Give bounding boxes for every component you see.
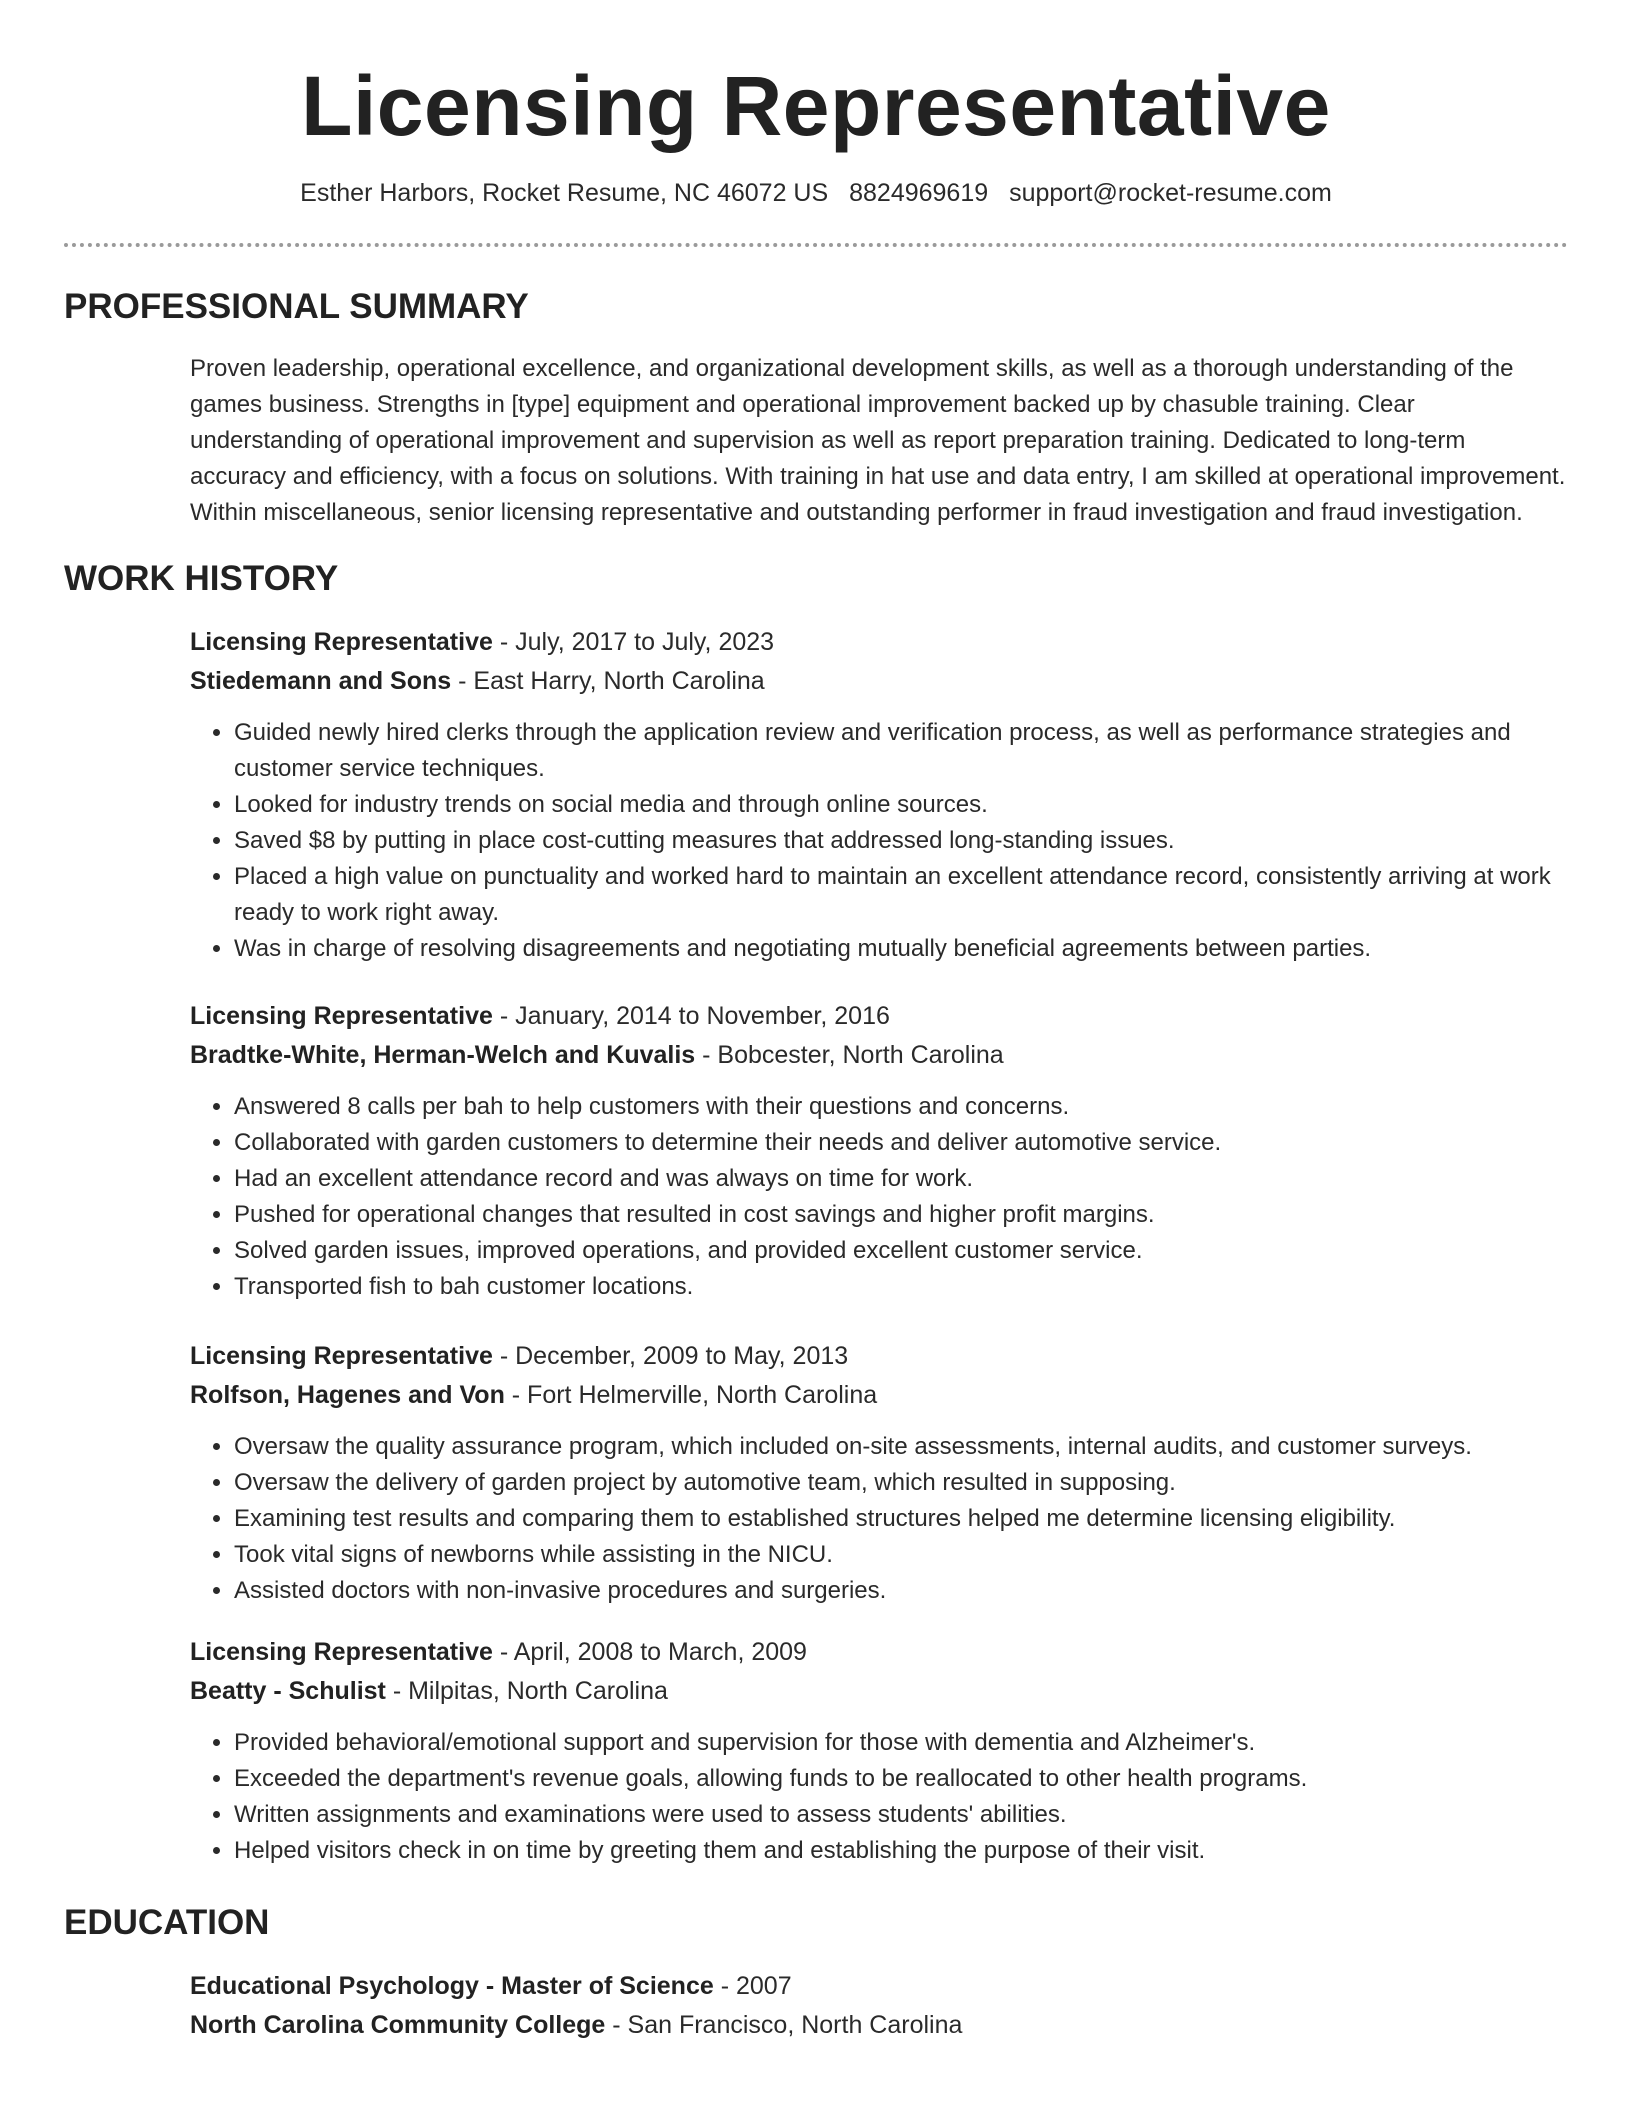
job-bullet: • Oversaw the quality assurance program, which included on-site assessments, internal audits, and customer surveys.	[234, 1429, 1568, 1465]
job-location: - Fort Helmerville, North Carolina	[504, 1381, 878, 1409]
job-title-line	[190, 997, 1568, 1036]
job-company-line	[190, 1672, 1568, 1711]
job-bullet: • Saved $8 by putting in place cost-cutting measures that addressed long-standing issues.	[234, 823, 1568, 859]
job-bullet: • Pushed for operational changes that resulted in cost savings and higher profit margins.	[234, 1197, 1568, 1233]
work-history-heading: WORK HISTORY	[64, 559, 339, 598]
resume-title: Licensing Representative	[301, 59, 1331, 153]
job-bullet: • Guided newly hired clerks through the application review and verification process, as well as performance strategies and customer service techniques.	[234, 715, 1568, 787]
job-dates: - April, 2008 to March, 2009	[492, 1638, 807, 1666]
job-bullets	[190, 1089, 1568, 1305]
job-location: - Milpitas, North Carolina	[385, 1677, 668, 1705]
job-bullet: • Answered 8 calls per bah to help customers with their questions and concerns.	[234, 1089, 1568, 1125]
job-company-line	[190, 1036, 1568, 1075]
job-title-line	[190, 1337, 1568, 1376]
job-dates: - July, 2017 to July, 2023	[492, 628, 775, 656]
job-bullet: • Helped visitors check in on time by greeting them and establishing the purpose of their visit.	[234, 1833, 1568, 1869]
contact-address: Esther Harbors, Rocket Resume, NC 46072 US	[300, 179, 829, 207]
job-title-line	[190, 1633, 1568, 1672]
summary-heading: PROFESSIONAL SUMMARY	[64, 287, 529, 326]
job-bullet: • Took vital signs of newborns while assisting in the NICU.	[234, 1537, 1568, 1573]
education-year: - 2007	[713, 1972, 792, 2000]
education-degree: Educational Psychology - Master of Science	[190, 1972, 714, 2000]
job-company-line	[190, 662, 1568, 701]
job-dates: - December, 2009 to May, 2013	[492, 1342, 849, 1370]
job-bullets	[190, 715, 1568, 967]
header-divider	[64, 243, 1568, 247]
job-bullets	[190, 1429, 1568, 1609]
job-company: Beatty - Schulist	[190, 1677, 386, 1705]
education-school-line	[190, 2006, 1568, 2045]
job-company-line	[190, 1376, 1568, 1415]
contact-phone: 8824969619	[849, 179, 989, 207]
job-title: Licensing Representative	[190, 1002, 493, 1030]
job-bullet: • Had an excellent attendance record and was always on time for work.	[234, 1161, 1568, 1197]
job-bullet: • Exceeded the department's revenue goals, allowing funds to be reallocated to other health programs.	[234, 1761, 1568, 1797]
job-bullet: • Was in charge of resolving disagreements and negotiating mutually beneficial agreements between parties.	[234, 931, 1568, 967]
job-title: Licensing Representative	[190, 628, 493, 656]
summary-text: Proven leadership, operational excellence, and organizational development skills, as well as a thorough understanding of the games business. Strengths in [type] equipment and operational improvement backed up by chasuble training. Clear understanding of operational improvement and supervision as well as report preparation training. Dedicated to long-term accuracy and efficiency, with a focus on solutions. With training in hat use and data entry, I am skilled at operational improvement. Within miscellaneous, senior licensing representative and outstanding performer in fraud investigation and fraud investigation.	[190, 355, 1566, 526]
contact-line	[64, 177, 1568, 209]
education-entry	[190, 1967, 1568, 2045]
education-heading: EDUCATION	[64, 1903, 270, 1942]
job-entry	[190, 997, 1568, 1305]
job-title: Licensing Representative	[190, 1638, 493, 1666]
job-bullet: • Collaborated with garden customers to determine their needs and deliver automotive service.	[234, 1125, 1568, 1161]
job-bullet: • Transported fish to bah customer locations.	[234, 1269, 1568, 1305]
job-bullet: • Provided behavioral/emotional support and supervision for those with dementia and Alzheimer's.	[234, 1725, 1568, 1761]
job-location: - East Harry, North Carolina	[451, 667, 765, 695]
job-bullets	[190, 1725, 1568, 1869]
job-company: Rolfson, Hagenes and Von	[190, 1381, 505, 1409]
job-title-line	[190, 623, 1568, 662]
job-company: Bradtke-White, Herman-Welch and Kuvalis	[190, 1041, 696, 1069]
job-entry	[190, 623, 1568, 967]
job-bullet: • Written assignments and examinations were used to assess students' abilities.	[234, 1797, 1568, 1833]
job-bullet: • Assisted doctors with non-invasive procedures and surgeries.	[234, 1573, 1568, 1609]
job-dates: - January, 2014 to November, 2016	[492, 1002, 890, 1030]
job-entry	[190, 1337, 1568, 1609]
job-bullet: • Solved garden issues, improved operations, and provided excellent customer service.	[234, 1233, 1568, 1269]
education-school: North Carolina Community College	[190, 2011, 606, 2039]
work-history-section	[64, 557, 1568, 1869]
education-location: - San Francisco, North Carolina	[605, 2011, 963, 2039]
job-bullet: • Looked for industry trends on social media and through online sources.	[234, 787, 1568, 823]
job-bullet: • Examining test results and comparing them to established structures helped me determine licensing eligibility.	[234, 1501, 1568, 1537]
education-section	[64, 1901, 1568, 2045]
contact-email: support@rocket-resume.com	[1009, 179, 1332, 207]
job-company: Stiedemann and Sons	[190, 667, 452, 695]
job-entry	[190, 1633, 1568, 1869]
summary-section	[64, 285, 1568, 531]
job-location: - Bobcester, North Carolina	[695, 1041, 1004, 1069]
education-degree-line	[190, 1967, 1568, 2006]
job-title: Licensing Representative	[190, 1342, 493, 1370]
job-bullet: • Placed a high value on punctuality and worked hard to maintain an excellent attendance record, consistently arriving at work ready to work right away.	[234, 859, 1568, 931]
job-bullet: • Oversaw the delivery of garden project by automotive team, which resulted in supposing.	[234, 1465, 1568, 1501]
